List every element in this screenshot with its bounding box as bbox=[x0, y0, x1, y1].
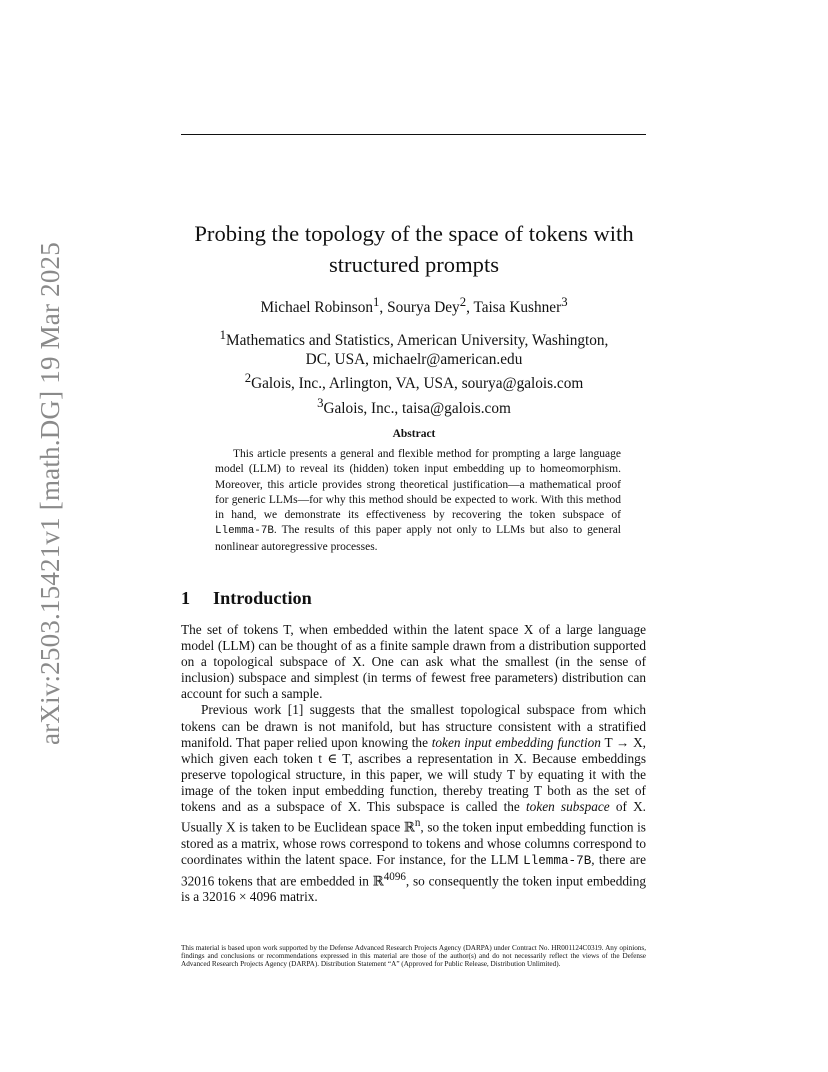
abstract-text: This article presents a general and flexible method for prompting a large language model (LLM) to reveal its (hidden) token input embedding up to homeomorphism. Moreover, this article provides strong theoretical justification—a mathematical proof for generic LLMs—for why this method should be expected to work. With this method in hand, we demonstrate its effectiveness by recovering the token subspace of bbox=[215, 448, 621, 522]
affiliation bbox=[160, 326, 668, 351]
author-affil-mark: 2 bbox=[459, 295, 467, 309]
author-name: Sourya Dey bbox=[387, 299, 460, 317]
funding-footnote: This material is based upon work supported by the Defense Advanced Research Projects Agency (DARPA) under Contract No. HR001124C0319. Any opinions, findings and conclusions or recommendations expressed in this material are those of the author(s) and do not necessarily reflect the views of the Defense Advanced Research Projects Agency (DARPA). Distribution Statement “A” (Approved for Public Release, Distribution Unlimited). bbox=[181, 944, 646, 969]
section-heading bbox=[181, 588, 312, 609]
author-affil-mark: 1 bbox=[373, 295, 380, 309]
abstract-heading: Abstract bbox=[392, 428, 436, 440]
section-number: 1 bbox=[181, 588, 191, 608]
emphasis: token subspace bbox=[525, 799, 610, 815]
paragraph bbox=[181, 702, 646, 905]
section-body bbox=[181, 622, 646, 905]
text-run: T → X, which given each token t ∈ T, ascribes a representation in X. Because embeddings preserve topological structure, in this paper, we will study T by equating it with the image of the token input embedding function, thereby treating T both as the set of tokens and as a subspace of X. This subspace is called the bbox=[181, 734, 646, 815]
text-run: of X. Usually X is taken to be Euclidean space ℝ bbox=[181, 799, 646, 835]
affil-text: Mathematics and Statistics, American University, Washington, bbox=[225, 332, 609, 350]
superscript: 4096 bbox=[383, 870, 406, 883]
affiliations bbox=[160, 326, 668, 418]
text-run: , so consequently the token input embedding is a 32016 × 4096 matrix. bbox=[181, 873, 646, 905]
model-name-code: Llemma-7B bbox=[523, 852, 592, 868]
affil-mark: 3 bbox=[317, 395, 324, 410]
model-name-code: Llemma-7B bbox=[215, 525, 274, 538]
affil-mark: 2 bbox=[244, 371, 252, 386]
title-line: Probing the topology of the space of tokens with bbox=[194, 221, 634, 246]
emphasis: token input embedding function bbox=[431, 734, 601, 750]
superscript: n bbox=[414, 817, 421, 830]
affil-mark: 1 bbox=[219, 328, 226, 342]
affil-text: Galois, Inc., taisa@galois.com bbox=[323, 399, 511, 417]
affil-text: Galois, Inc., Arlington, VA, USA, sourya@galois.com bbox=[251, 375, 584, 393]
author-list bbox=[160, 292, 668, 318]
affiliation bbox=[160, 394, 668, 419]
author-name: Taisa Kushner bbox=[473, 299, 562, 317]
top-rule bbox=[181, 134, 646, 135]
affiliation: DC, USA, michaelr@american.edu bbox=[305, 350, 523, 368]
title-line: structured prompts bbox=[328, 252, 500, 277]
affiliation bbox=[160, 369, 668, 394]
author-affil-mark: 3 bbox=[561, 295, 568, 309]
abstract-body bbox=[215, 447, 621, 555]
author-name: Michael Robinson bbox=[260, 299, 374, 317]
text-run: Previous work [1] suggests that the smallest topological subspace from which tokens can be drawn is not manifold, but has structure consistent with a stratified manifold. That paper relied upon knowing the bbox=[181, 702, 646, 750]
text-run: , there are 32016 tokens that are embedded in ℝ bbox=[181, 851, 646, 889]
paragraph: The set of tokens T, when embedded within the latent space X of a large language model (LLM) can be thought of as a finite sample drawn from a distribution supported on a topological subspace of X. One can ask what the smallest (in the sense of inclusion) subspace and simplest (in terms of fewest free parameters) distribution can account for such a sample. bbox=[181, 622, 646, 702]
author-separator: , bbox=[379, 299, 388, 317]
abstract-text: . The results of this paper apply not only to LLMs but also to general nonlinear autoregressive processes. bbox=[215, 524, 621, 553]
author-separator: , bbox=[466, 299, 474, 317]
text-run: , so the token input embedding function is stored as a matrix, whose rows correspond to tokens and whose columns correspond to coordinates within the latent space. For instance, for the LLM bbox=[181, 819, 646, 867]
section-title: Introduction bbox=[213, 588, 312, 608]
paper-title bbox=[160, 218, 668, 280]
arxiv-stamp: arXiv:2503.15421v1 [math.DG] 19 Mar 2025 bbox=[35, 242, 65, 745]
